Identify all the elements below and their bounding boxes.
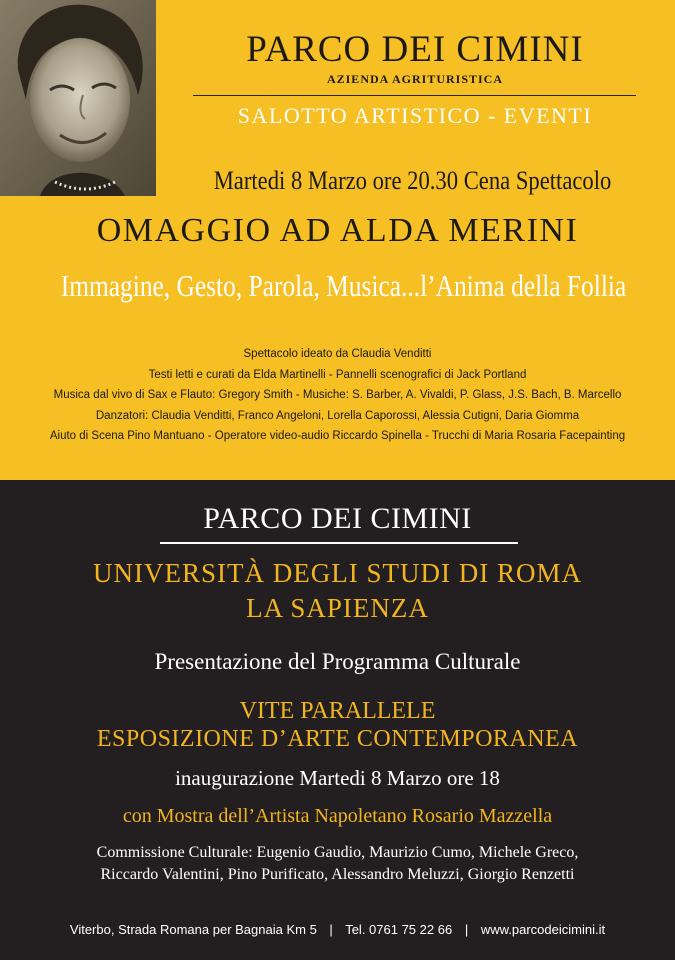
university-line-2: LA SAPIENZA: [246, 593, 429, 623]
contact-footer: [0, 922, 675, 937]
portrait-image: [0, 0, 156, 196]
credit-line: Spettacolo ideato da Claudia Venditti: [243, 348, 432, 360]
committee-line-2: Riccardo Valentini, Pino Purificato, Alessandro Meluzzi, Giorgio Renzetti: [100, 866, 575, 883]
artist-line: con Mostra dell’Artista Napoletano Rosario Mazzella: [122, 805, 553, 827]
footer-separator: |: [329, 922, 333, 937]
program-section: [0, 480, 675, 960]
event-subtitle: Immagine, Gesto, Parola, Musica...l’Anima della Follia: [60, 268, 627, 303]
program-presentation: Presentazione del Programma Culturale: [154, 649, 521, 674]
header-divider: [193, 95, 636, 96]
committee-line-1: Commissione Culturale: Eugenio Gaudio, Maurizio Cumo, Michele Greco,: [96, 844, 579, 861]
credit-line: Danzatori: Claudia Venditti, Franco Angeloni, Lorella Caporossi, Alessia Cutigni, Daria Giomma: [95, 409, 580, 422]
credit-line: Aiuto di Scena Pino Mantuano - Operatore video-audio Riccardo Spinella - Trucchi di Maria Rosaria Facepainting: [49, 430, 626, 442]
event-title: OMAGGIO AD ALDA MERINI: [96, 212, 579, 249]
program-divider: [160, 542, 518, 544]
exhibit-title-line-2: ESPOSIZIONE D’ARTE CONTEMPORANEA: [96, 726, 579, 752]
event-date-line: Martedi 8 Marzo ore 20.30 Cena Spettacolo: [213, 166, 612, 195]
exhibit-title-line-1: VITE PARALLELE: [239, 698, 436, 724]
program-venue-title: PARCO DEI CIMINI: [203, 502, 472, 535]
footer-address: Viterbo, Strada Romana per Bagnaia Km 5: [69, 922, 317, 937]
portrait-photo: [0, 0, 156, 196]
footer-separator: |: [464, 922, 469, 937]
footer-website[interactable]: www.parcodeicimini.it: [480, 922, 606, 937]
venue-tagline: SALOTTO ARTISTICO - EVENTI: [237, 103, 593, 128]
credit-line: Musica dal vivo di Sax e Flauto: Gregory Smith - Musiche: S. Barber, A. Vivaldi, P. Glass, J.S. Bach, B. Marcello: [53, 389, 622, 401]
university-line-1: UNIVERSITÀ DEGLI STUDI DI ROMA: [93, 558, 582, 588]
venue-title: PARCO DEI CIMINI: [246, 29, 584, 70]
credit-line: Testi letti e curati da Elda Martinelli - Pannelli scenografici di Jack Portland: [148, 368, 527, 381]
event-credits: [0, 344, 675, 447]
inauguration-line: inaugurazione Martedi 8 Marzo ore 18: [175, 766, 500, 790]
venue-subtitle: AZIENDA AGRITURISTICA: [326, 72, 504, 86]
footer-phone: Tel. 0761 75 22 66: [345, 922, 453, 937]
